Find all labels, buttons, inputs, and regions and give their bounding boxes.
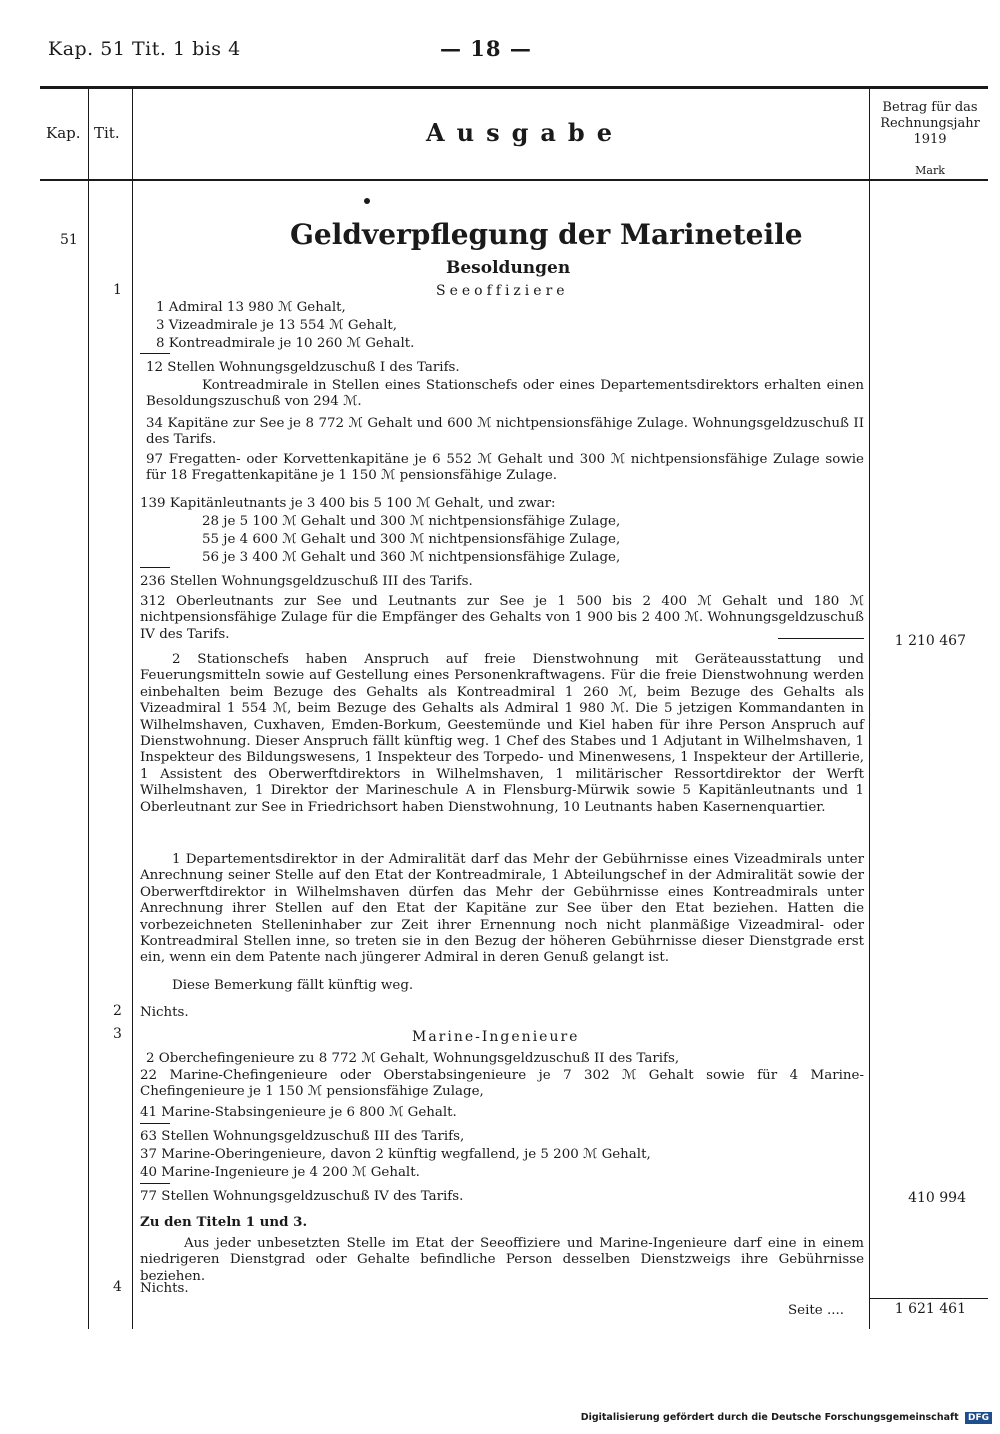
col-rule-kap: [88, 89, 89, 1329]
digitization-footer: [581, 1412, 992, 1424]
tit1-line: 139 Kapitänleutnants je 3 400 bis 5 100 ℳ Gehalt, und zwar:: [140, 496, 556, 511]
col-header-ausgabe: Ausgabe: [426, 118, 624, 147]
col-rule-amount: [869, 89, 870, 1329]
tit1-line: 3 Vizeadmirale je 13 554 ℳ Gehalt,: [156, 318, 398, 333]
tit1-remark: Diese Bemerkung fällt künftig weg.: [172, 978, 414, 993]
sum-rule: [140, 1183, 170, 1184]
amount-header-line2: Rechnungsjahr: [880, 116, 980, 131]
section-title: Geldverpflegung der Marineteile: [290, 218, 803, 251]
tit3-line: 63 Stellen Wohnungsgeldzuschuß III des Tarifs,: [140, 1129, 465, 1144]
note-text: Aus jeder unbesetzten Stelle im Etat der Seeoffiziere und Marine-Ingenieure darf eine in einem niedrigeren Dienstgrad oder Gehalte befindliche Person desselben Dienstzweigs ihre Gebührnisse beziehen.: [140, 1236, 864, 1284]
total-rule: [869, 1298, 988, 1299]
subtotal-rule: [778, 638, 864, 639]
amount-header-line1: Betrag für das: [882, 100, 978, 115]
dfg-logo: DFG: [965, 1412, 992, 1424]
tit1-line: 8 Kontreadmirale je 10 260 ℳ Gehalt.: [156, 336, 415, 351]
section-subtitle: Besoldungen: [446, 258, 571, 278]
tit3-amount: 410 994: [908, 1190, 966, 1206]
decorative-dot: [364, 198, 370, 204]
col-header-amount: [874, 100, 986, 148]
note-heading: Zu den Titeln 1 und 3.: [140, 1214, 308, 1230]
tit1-line: 236 Stellen Wohnungsgeldzuschuß III des Tarifs.: [140, 574, 473, 589]
tit1-amount: 1 210 467: [894, 633, 966, 649]
tit3-line: 77 Stellen Wohnungsgeldzuschuß IV des Tarifs.: [140, 1189, 464, 1204]
tit1-paragraph: 97 Fregatten- oder Korvettenkapitäne je 6 552 ℳ Gehalt und 300 ℳ nichtpensionsfähige Zulage sowie für 18 Fregattenkapitäne je 1 150 ℳ pensionsfähige Zulage.: [146, 452, 864, 484]
tit1-heading: Seeoffiziere: [436, 283, 569, 299]
tit1-line: 1 Admiral 13 980 ℳ Gehalt,: [156, 300, 346, 315]
col-header-kap: Kap.: [46, 124, 81, 142]
amount-header-year: 1919: [913, 132, 947, 147]
tit1-line: 28 je 5 100 ℳ Gehalt und 300 ℳ nichtpensionsfähige Zulage,: [202, 514, 621, 529]
tit3-line: 40 Marine-Ingenieure je 4 200 ℳ Gehalt.: [140, 1165, 420, 1180]
amount-unit: Mark: [915, 164, 945, 177]
tit3-line: 41 Marine-Stabsingenieure je 6 800 ℳ Gehalt.: [140, 1105, 457, 1120]
tit1-paragraph: 312 Oberleutnants zur See und Leutnants zur See je 1 500 bis 2 400 ℳ Gehalt und 180 ℳ nichtpensionsfähige Zulage für die Empfänger des Gehalts von 1 900 bis 2 400 ℳ. Wohnungsgeldzuschuß IV des Tarifs.: [140, 594, 864, 642]
tit1-remark: 1 Departementsdirektor in der Admiralität darf das Mehr der Gebührnisse eines Vizeadmirals unter Anrechnung seiner Stelle auf den Etat der Kontreadmirale, 1 Abteilungschef in der Admiralität sowie der Oberwerftdirektor in Wilhelmshaven dürfen das Mehr der Gebührnisse eines Kontreadmirals unter Anrechnung ihrer Stellen auf den Etat der Kapitäne zur See über den Etat beziehen. Hatten die vorbezeichneten Stelleninhaber zur Zeit ihrer Ernennung noch nicht planmäßige Vizeadmiral- oder Kontreadmiral Stellen inne, so treten sie in den Bezug der höheren Gebührnisse dieser Dienstgrade erst ein, wenn ein dem Patente nach jüngerer Admiral in deren Genuß gelangt ist.: [140, 852, 864, 966]
tit4-text: Nichts.: [140, 1281, 189, 1296]
kap-number: 51: [60, 232, 78, 248]
tit1-paragraph: 34 Kapitäne zur See je 8 772 ℳ Gehalt und 600 ℳ nichtpensionsfähige Zulage. Wohnungsgeldzuschuß II des Tarifs.: [146, 416, 864, 448]
tit1-remark: 2 Stationschefs haben Anspruch auf freie Dienstwohnung mit Geräteausstattung und Feuerungsmitteln sowie auf Gestellung eines Personenkraftwagens. Für die freie Dienstwohnung werden einbehalten beim Bezuge des Gehalts als Kontreadmiral 1 260 ℳ, beim Bezuge des Gehalts als Vizeadmiral 1 554 ℳ, beim Bezuge des Gehalts als Admiral 1 980 ℳ. Die 5 jetzigen Kommandanten in Wilhelmshaven, Cuxhaven, Emden-Borkum, Geestemünde und Kiel haben für ihre Person Anspruch auf Dienstwohnung. Dieser Anspruch fällt künftig weg. 1 Chef des Stabes und 1 Adjutant in Wilhelmshaven, 1 Inspekteur des Bildungswesens, 1 Inspekteur des Torpedo- und Minenwesens, 1 Inspekteur der Artillerie, 1 Assistent des Oberwerftdirektors in Wilhelmshaven, 1 militärischer Ressortdirektor der Werft Wilhelmshaven, 1 Direktor der Marineschule A in Flensburg-Mürwik sowie 5 Kapitänleutnants und 1 Oberleutnant zur See in Friedrichsort haben Dienstwohnung, 10 Leutnants haben Kasernenquartier.: [140, 652, 864, 815]
col-rule-tit: [132, 89, 133, 1329]
tit3-heading: Marine-Ingenieure: [412, 1029, 580, 1045]
tit-number-3: 3: [113, 1026, 122, 1042]
running-header: Kap. 51 Tit. 1 bis 4: [48, 38, 241, 60]
tit3-paragraph: 22 Marine-Chefingenieure oder Oberstabsingenieure je 7 302 ℳ Gehalt sowie für 4 Marine-Chefingenieure je 1 150 ℳ pensionsfähige Zulage,: [140, 1068, 864, 1100]
footer-text: Digitalisierung gefördert durch die Deutsche Forschungsgemeinschaft: [580, 1412, 959, 1423]
sum-rule: [140, 1123, 170, 1124]
tit3-line: 37 Marine-Oberingenieure, davon 2 künftig wegfallend, je 5 200 ℳ Gehalt,: [140, 1147, 651, 1162]
sum-rule: [140, 567, 170, 568]
header-rule: [40, 179, 988, 181]
tit1-line: 55 je 4 600 ℳ Gehalt und 300 ℳ nichtpensionsfähige Zulage,: [202, 532, 621, 547]
tit1-line: 56 je 3 400 ℳ Gehalt und 360 ℳ nichtpensionsfähige Zulage,: [202, 550, 621, 565]
tit2-text: Nichts.: [140, 1005, 189, 1020]
tit1-line: 12 Stellen Wohnungsgeldzuschuß I des Tarifs.: [146, 360, 460, 375]
tit3-line: 2 Oberchefingenieure zu 8 772 ℳ Gehalt, Wohnungsgeldzuschuß II des Tarifs,: [146, 1051, 680, 1066]
tit-number-4: 4: [113, 1279, 122, 1295]
page-total-label: Seite ....: [788, 1303, 844, 1318]
tit-number-1: 1: [113, 282, 122, 298]
page-total-amount: 1 621 461: [894, 1301, 966, 1317]
page-number: — 18 —: [440, 36, 532, 61]
tit1-paragraph: Kontreadmirale in Stellen eines Stationschefs oder eines Departementsdirektors erhalten einen Besoldungszuschuß von 294 ℳ.: [146, 378, 864, 410]
top-rule: [40, 86, 988, 89]
sum-rule: [140, 353, 170, 354]
col-header-tit: Tit.: [94, 124, 120, 142]
tit-number-2: 2: [113, 1003, 122, 1019]
